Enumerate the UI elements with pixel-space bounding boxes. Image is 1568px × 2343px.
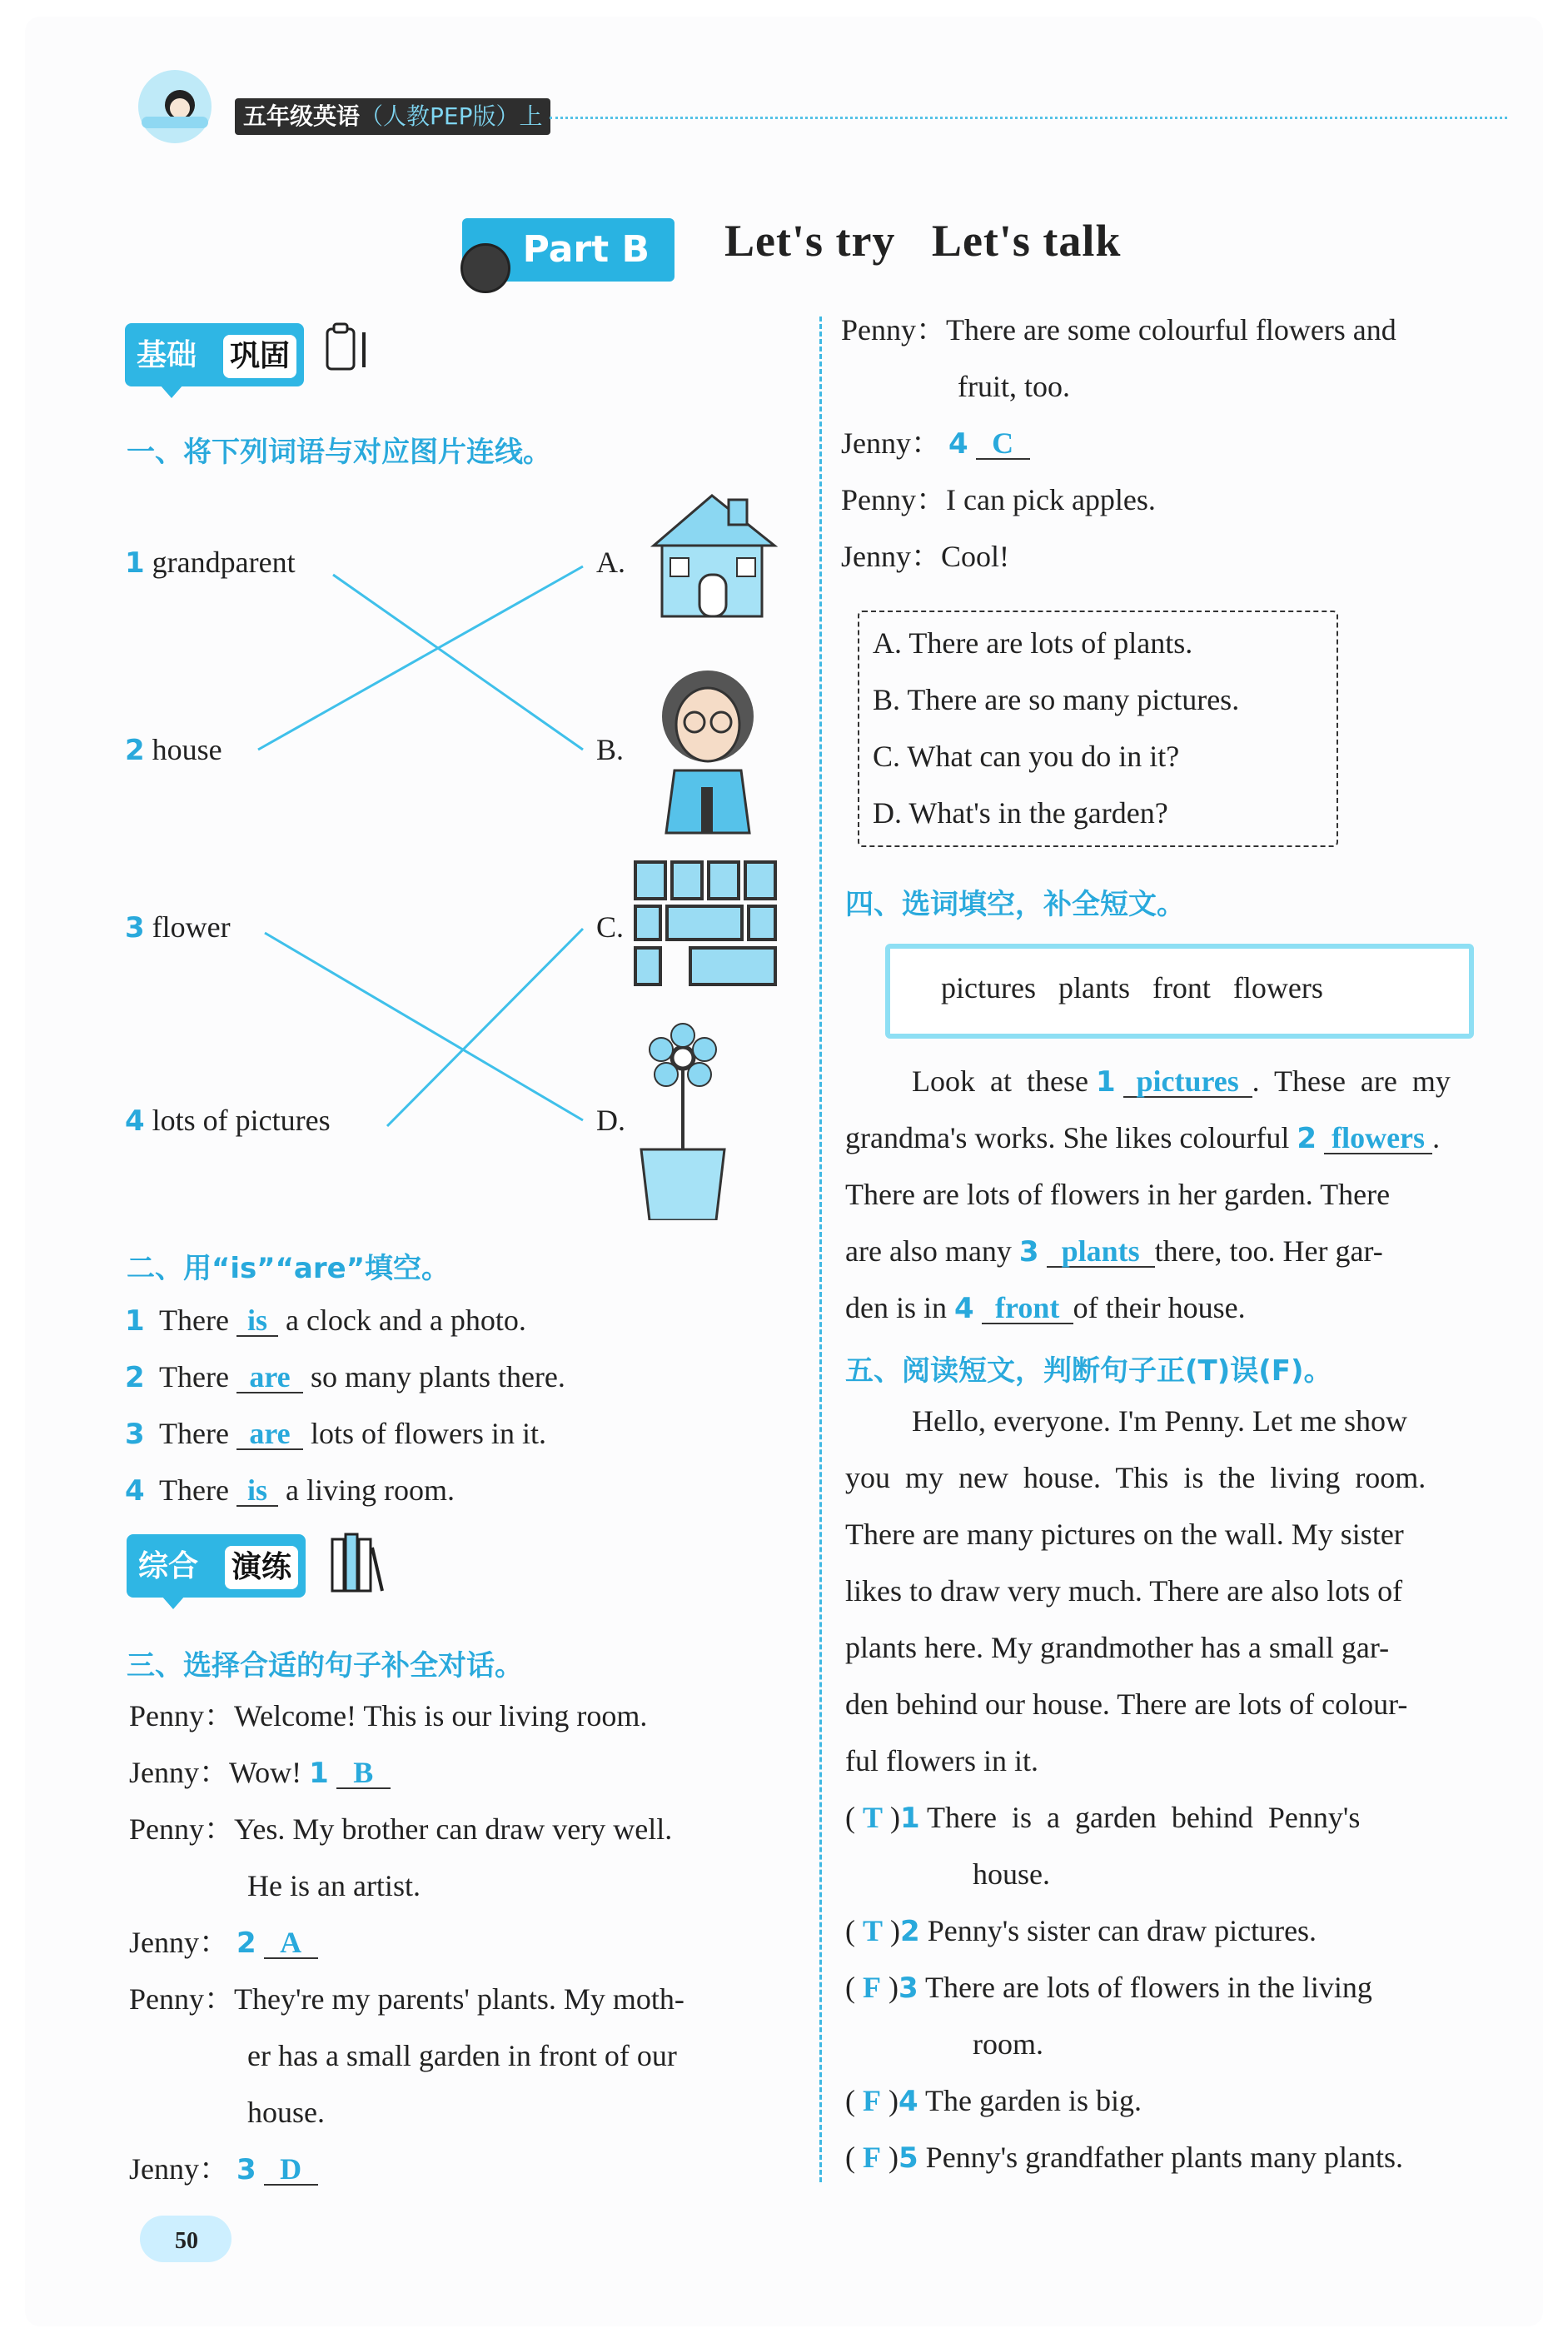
comprehensive-badge: 综合 演练	[127, 1534, 306, 1598]
match-label-d: D.	[596, 1104, 625, 1137]
books-icon	[329, 1531, 387, 1598]
dialogue-line-3b: He is an artist.	[247, 1869, 421, 1902]
option-b: B. There are so many pictures.	[873, 683, 1240, 716]
fill-item-3: 3 There are lots of flowers in it.	[125, 1417, 546, 1451]
section-1-title: 一、将下列词语与对应图片连线。	[127, 436, 551, 469]
dialogue-line-1: Penny：Welcome! This is our living room.	[129, 1699, 648, 1732]
passage5-line-2: you my new house. This is the living room.	[845, 1461, 1426, 1494]
option-c: C. What can you do in it?	[873, 740, 1180, 773]
dialogue-line-7b: fruit, too.	[958, 370, 1070, 403]
section-5-title: 五、阅读短文，判断句子正(T)误(F)。	[845, 1354, 1332, 1388]
flower-picture	[633, 1020, 741, 1220]
match-label-a: A.	[596, 546, 625, 579]
page-title: Let's try Let's talk	[724, 216, 1122, 266]
passage5-line-4: likes to draw very much. There are also lots of	[845, 1574, 1403, 1608]
fill-item-1: 1 There is a clock and a photo.	[125, 1304, 526, 1338]
book-label: 五年级英语（人教PEP版）上	[235, 98, 550, 135]
dialogue-line-10: Jenny：Cool!	[841, 540, 1010, 573]
tf-item-5: ( F )5 Penny's grandfather plants many plants.	[845, 2141, 1404, 2175]
passage4-line-3: There are lots of flowers in her garden. There	[845, 1178, 1391, 1211]
section-4-title: 四、选词填空，补全短文。	[845, 888, 1185, 921]
match-item-4: 4 lots of pictures	[125, 1104, 331, 1138]
part-label: Part B	[462, 218, 674, 282]
word-bank: pictures plants front flowers	[941, 971, 1323, 1004]
option-d: D. What's in the garden?	[873, 796, 1168, 830]
passage5-line-7: ful flowers in it.	[845, 1744, 1038, 1777]
line-4-c	[387, 929, 583, 1126]
option-a: A. There are lots of plants.	[873, 626, 1193, 660]
passage4-line-1: Look at these 1 pictures . These are my	[912, 1064, 1451, 1099]
tf-item-1: ( T )1 There is a garden behind Penny's	[845, 1801, 1361, 1835]
tf-item-4: ( F )4 The garden is big.	[845, 2084, 1142, 2118]
passage5-line-3: There are many pictures on the wall. My sister	[845, 1518, 1404, 1551]
passage5-line-1: Hello, everyone. I'm Penny. Let me show	[912, 1404, 1408, 1438]
dialogue-line-7: Penny：There are some colourful flowers and	[841, 313, 1396, 346]
tf-item-2: ( T )2 Penny's sister can draw pictures.	[845, 1914, 1317, 1948]
match-item-3: 3 flower	[125, 910, 231, 945]
match-label-c: C.	[596, 910, 625, 944]
column-divider	[819, 317, 822, 2182]
passage4-line-2: grandma's works. She likes colourful 2 flowers .	[845, 1121, 1441, 1155]
tf-item-3: ( F )3 There are lots of flowers in the living	[845, 1971, 1372, 2005]
header-divider	[550, 117, 1507, 119]
dialogue-line-2: Jenny：Wow! 1 B	[129, 1756, 391, 1790]
passage5-line-5: plants here. My grandmother has a small gar-	[845, 1631, 1390, 1664]
basic-badge: 基础 巩固	[125, 323, 304, 386]
passage4-line-5: den is in 4 front of their house.	[845, 1291, 1246, 1325]
dialogue-line-8: Jenny： 4 C	[841, 426, 1030, 461]
section-2-title: 二、用“is”“are”填空。	[127, 1252, 450, 1285]
dialogue-line-5: Penny：They're my parents' plants. My moth-	[129, 1982, 684, 2016]
tf-item-1b: house.	[973, 1857, 1050, 1891]
house-picture	[637, 487, 791, 629]
dialogue-line-4: Jenny： 2 A	[129, 1926, 318, 1960]
page-number: 50	[175, 2228, 198, 2254]
matching-lines	[0, 0, 633, 1166]
dialogue-line-5b: er has a small garden in front of our	[247, 2039, 677, 2072]
line-2-a	[258, 566, 583, 750]
dialogue-line-6: Jenny： 3 D	[129, 2152, 318, 2186]
dialogue-line-3: Penny：Yes. My brother can draw very well.	[129, 1812, 673, 1846]
fill-item-2: 2 There are so many plants there.	[125, 1360, 565, 1394]
grandparent-picture	[633, 662, 783, 837]
passage4-line-4: are also many 3 plants there, too. Her gar-	[845, 1234, 1383, 1269]
passage5-line-6: den behind our house. There are lots of colour-	[845, 1687, 1408, 1721]
match-item-2: 2 house	[125, 733, 222, 767]
section-3-title: 三、选择合适的句子补全对话。	[127, 1649, 523, 1682]
line-1-b	[333, 575, 583, 750]
match-label-b: B.	[596, 733, 625, 766]
match-item-1: 1 grandparent	[125, 546, 296, 580]
dialogue-line-9: Penny：I can pick apples.	[841, 483, 1156, 516]
tf-item-3b: room.	[973, 2027, 1043, 2061]
dialogue-line-5c: house.	[247, 2096, 325, 2129]
fill-item-4: 4 There is a living room.	[125, 1473, 455, 1508]
line-3-d	[265, 933, 583, 1120]
pictures-wall-picture	[629, 858, 783, 995]
